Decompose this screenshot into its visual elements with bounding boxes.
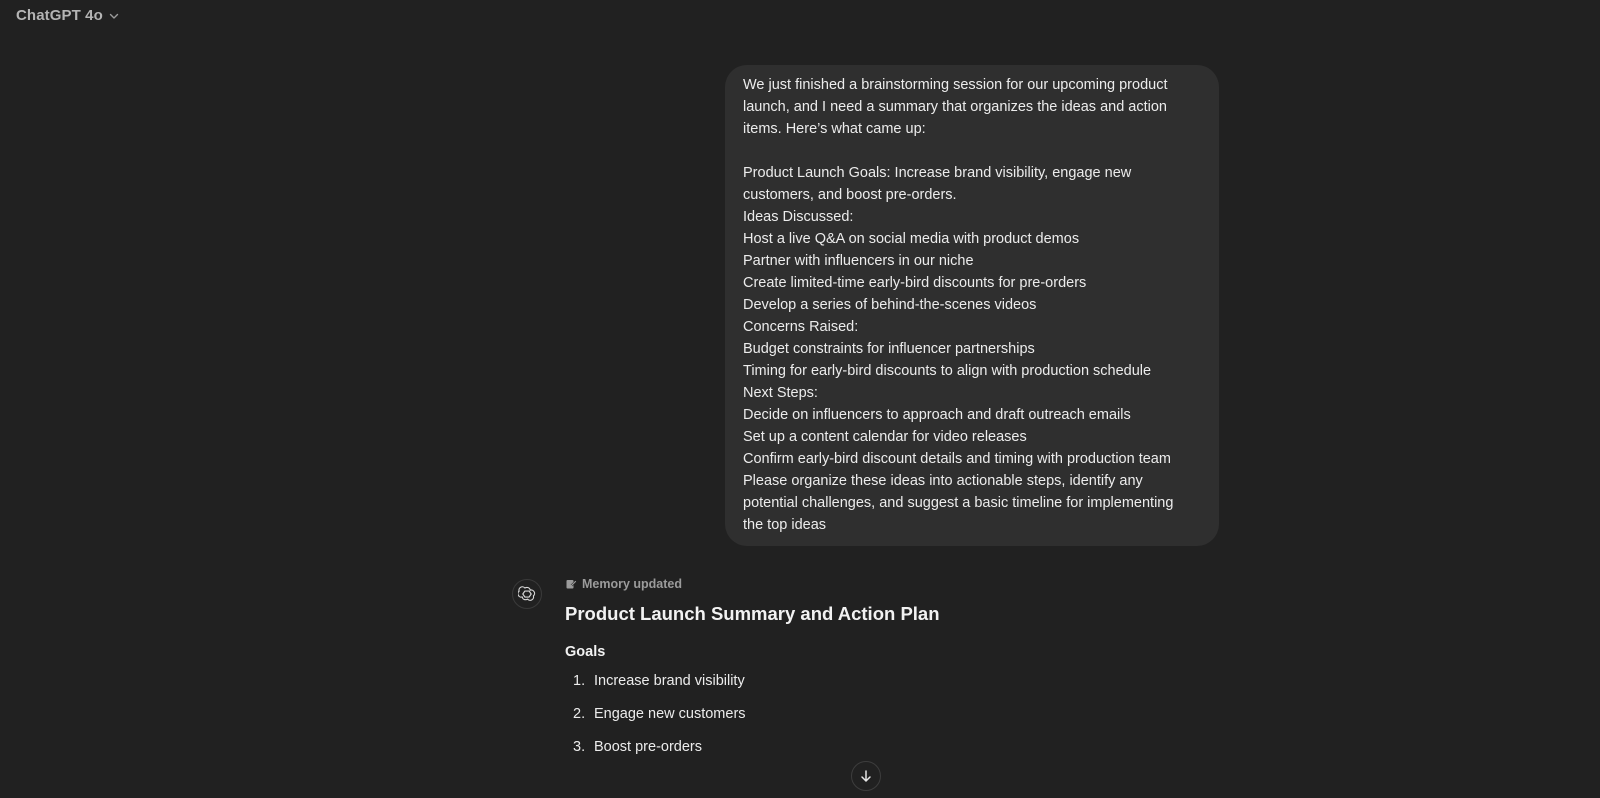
blank-line <box>743 140 1201 162</box>
user-message-line: customers, and boost pre-orders. <box>743 187 957 203</box>
arrow-down-icon <box>859 769 873 783</box>
user-message-line: Concerns Raised: <box>743 319 859 335</box>
user-message-line: Ideas Discussed: <box>743 209 854 225</box>
user-message-line: Confirm early-bird discount details and timing with production team <box>743 451 1171 467</box>
user-message-line: Timing for early-bird discounts to align with production schedule <box>743 363 1152 379</box>
goal-list-item <box>565 670 1225 692</box>
user-message-line: Please organize these ideas into actionable steps, identify any <box>743 473 1143 489</box>
model-selector[interactable] <box>16 7 119 24</box>
goals-list <box>565 670 1225 758</box>
goal-list-item <box>565 703 1225 725</box>
user-message-line: potential challenges, and suggest a basic timeline for implementing <box>743 495 1174 511</box>
model-name: ChatGPT 4o <box>16 7 103 24</box>
user-message-line: Budget constraints for influencer partnerships <box>743 341 1035 357</box>
chevron-down-icon <box>109 11 119 21</box>
user-message-line: We just finished a brainstorming session for our upcoming product <box>743 77 1168 93</box>
openai-logo-icon <box>512 579 542 609</box>
assistant-content <box>565 578 1225 769</box>
user-message-bubble <box>725 65 1219 546</box>
user-message-line: Develop a series of behind-the-scenes videos <box>743 297 1037 313</box>
goal-list-item <box>565 736 1225 758</box>
goal-number: 3. <box>573 739 586 755</box>
user-message-line: Next Steps: <box>743 385 818 401</box>
user-message-line: Set up a content calendar for video releases <box>743 429 1027 445</box>
user-message-line: Partner with influencers in our niche <box>743 253 974 269</box>
user-message-line: Product Launch Goals: Increase brand visibility, engage new <box>743 165 1132 181</box>
user-message-line: Decide on influencers to approach and draft outreach emails <box>743 407 1131 423</box>
goal-text: Increase brand visibility <box>594 673 745 689</box>
memory-updated-label: Memory updated <box>582 577 683 591</box>
goal-number: 2. <box>573 706 586 722</box>
user-message-line: the top ideas <box>743 517 827 533</box>
response-title: Product Launch Summary and Action Plan <box>565 603 940 624</box>
user-message-text <box>743 74 1201 536</box>
goal-text: Engage new customers <box>594 706 746 722</box>
scroll-to-bottom-button[interactable] <box>851 761 881 791</box>
goals-heading: Goals <box>565 644 606 660</box>
memory-updated-indicator[interactable] <box>565 577 1225 591</box>
user-message-line: items. Here’s what came up: <box>743 121 926 137</box>
goal-number: 1. <box>573 673 586 689</box>
user-message-line: Create limited-time early-bird discounts for pre-orders <box>743 275 1087 291</box>
goal-text: Boost pre-orders <box>594 739 702 755</box>
user-message-line: launch, and I need a summary that organizes the ideas and action <box>743 99 1167 115</box>
memory-edit-icon <box>565 578 577 590</box>
user-message-line: Host a live Q&A on social media with product demos <box>743 231 1080 247</box>
